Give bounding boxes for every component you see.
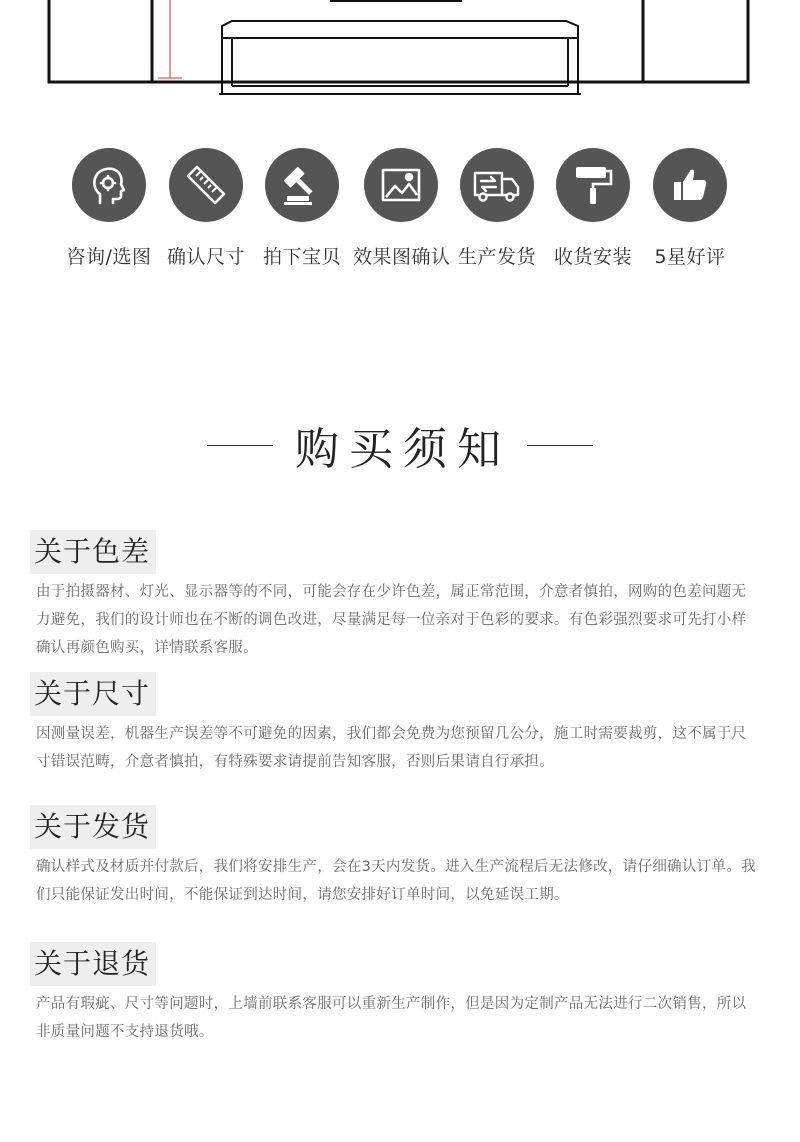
step-label: 确认尺寸 xyxy=(166,246,245,268)
notice-color-difference xyxy=(30,530,760,662)
notice-body: 由于拍摄器材、灯光、显示器等的不同，可能会存在少许色差，属正常范围，介意者慎拍，网购的色差问题无力避免，我们的设计师也在不断的调色改进，尽量满足每一位亲对于色彩的要求。有色彩强烈要求可先打小样确认再颜色购买，详情联系客服。 xyxy=(36,584,747,656)
notice-shipping xyxy=(30,805,760,909)
process-steps xyxy=(0,148,800,278)
notice-body: 因测量误差，机器生产误差等不可避免的因素，我们都会免费为您预留几公分，施工时需要裁剪，这不属于尺寸错误范畴，介意者慎拍，有特殊要求请提前告知客服，否则后果请自行承担。 xyxy=(36,726,747,770)
step-label: 咨询/选图 xyxy=(66,246,152,268)
step-label: 收货安装 xyxy=(553,246,632,268)
step-order xyxy=(254,148,350,269)
notice-size xyxy=(30,672,760,776)
thumbs-up-icon xyxy=(653,148,727,222)
image-icon xyxy=(364,148,438,222)
step-label: 拍下宝贝 xyxy=(262,246,341,268)
notice-heading: 关于发货 xyxy=(30,805,156,849)
step-preview xyxy=(353,148,449,269)
step-install xyxy=(545,148,641,269)
notice-returns xyxy=(30,942,760,1046)
delivery-truck-icon xyxy=(460,148,534,222)
tv-cabinet-illustration xyxy=(0,0,800,110)
step-review xyxy=(642,148,738,269)
ruler-icon xyxy=(169,148,243,222)
notice-heading: 关于退货 xyxy=(30,942,156,986)
step-consult xyxy=(61,148,157,269)
purchase-notice-heading: 购买须知 xyxy=(295,424,511,475)
step-ship xyxy=(449,148,545,269)
step-measure xyxy=(158,148,254,269)
notice-body: 产品有瑕疵、尺寸等问题时，上墙前联系客服可以重新生产制作，但是因为定制产品无法进行二次销售，所以非质量问题不支持退货哦。 xyxy=(36,996,747,1040)
step-label: 生产发货 xyxy=(457,246,536,268)
gavel-icon xyxy=(265,148,339,222)
consult-icon xyxy=(72,148,146,222)
notice-heading: 关于尺寸 xyxy=(30,672,156,716)
paint-roller-icon xyxy=(556,148,630,222)
divider-left xyxy=(207,445,273,446)
divider-right xyxy=(527,445,593,446)
purchase-notice-title xyxy=(0,410,800,480)
notice-body: 确认样式及材质并付款后，我们将安排生产，会在3天内发货。进入生产流程后无法修改，请仔细确认订单。我们只能保证发出时间，不能保证到达时间，请您安排好订单时间，以免延误工期。 xyxy=(36,859,756,903)
step-label: 效果图确认 xyxy=(353,246,451,268)
notice-heading: 关于色差 xyxy=(30,530,156,574)
step-label: 5星好评 xyxy=(654,246,726,268)
